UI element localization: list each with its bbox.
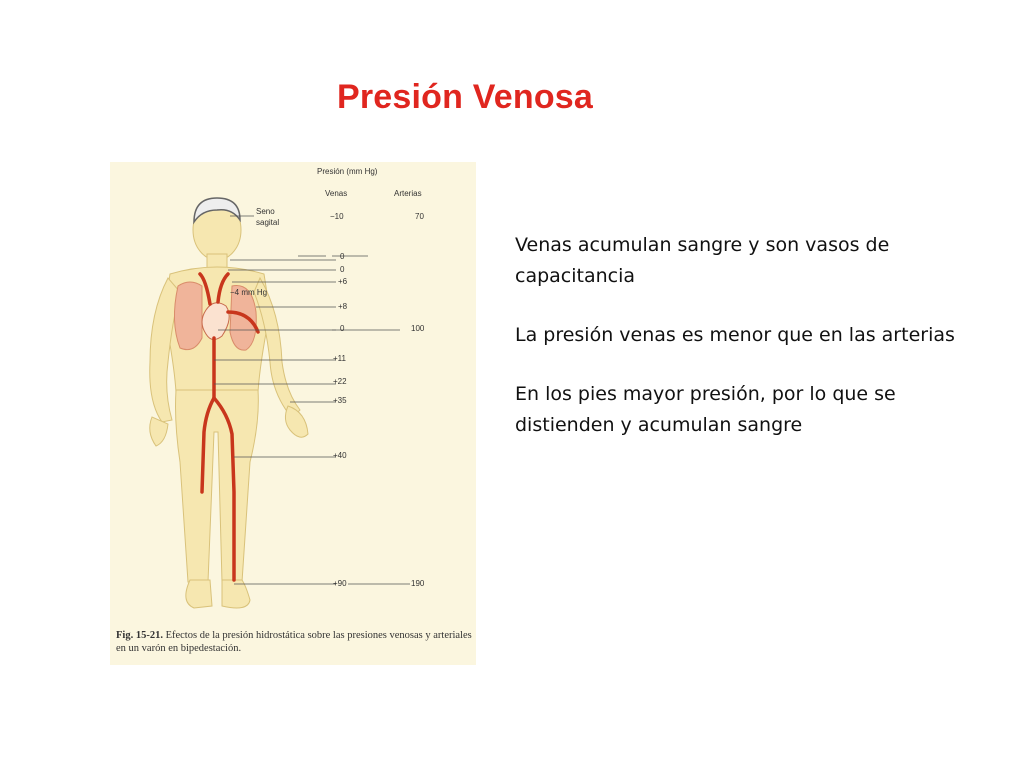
minus-four-mmhg-label: −4 mm Hg [230, 288, 268, 297]
figure-caption-text: Efectos de la presión hidrostática sobre las presiones venosas y arteriales en un varón en bipedestación. [116, 630, 472, 654]
venous-value: 0 [340, 252, 345, 261]
venous-value: 0 [340, 324, 345, 333]
venous-value: +40 [333, 451, 347, 460]
bullet-item: Venas acumulan sangre y son vasos de capacitancia [515, 234, 890, 287]
bullet-list [515, 230, 955, 469]
venous-pressure-figure [110, 162, 476, 665]
venous-value: +22 [333, 377, 347, 386]
venous-value: +11 [333, 354, 346, 363]
venous-value: +35 [333, 396, 347, 405]
bullet-item: En los pies mayor presión, por lo que se distienden y acumulan sangre [515, 383, 896, 436]
venas-column-header: Venas [325, 189, 348, 198]
sagital-label: sagital [256, 218, 280, 227]
slide-title: Presión Venosa [336, 78, 594, 116]
bullet-item: La presión venas es menor que en las arterias [515, 324, 955, 346]
figure-caption [116, 629, 474, 655]
venous-value: +90 [333, 579, 347, 588]
arterial-value: 190 [411, 579, 425, 588]
pressure-header: Presión (mm Hg) [317, 167, 378, 176]
figure-caption-label: Fig. 15-21. [116, 630, 163, 641]
body-illustration [110, 162, 476, 665]
venous-value: −10 [330, 212, 344, 221]
arterias-column-header: Arterias [394, 189, 422, 198]
seno-label: Seno [256, 207, 275, 216]
arterial-value: 70 [415, 212, 424, 221]
venous-value: +6 [338, 277, 348, 286]
venous-value: +8 [338, 302, 348, 311]
arterial-value: 100 [411, 324, 425, 333]
venous-value: 0 [340, 265, 345, 274]
